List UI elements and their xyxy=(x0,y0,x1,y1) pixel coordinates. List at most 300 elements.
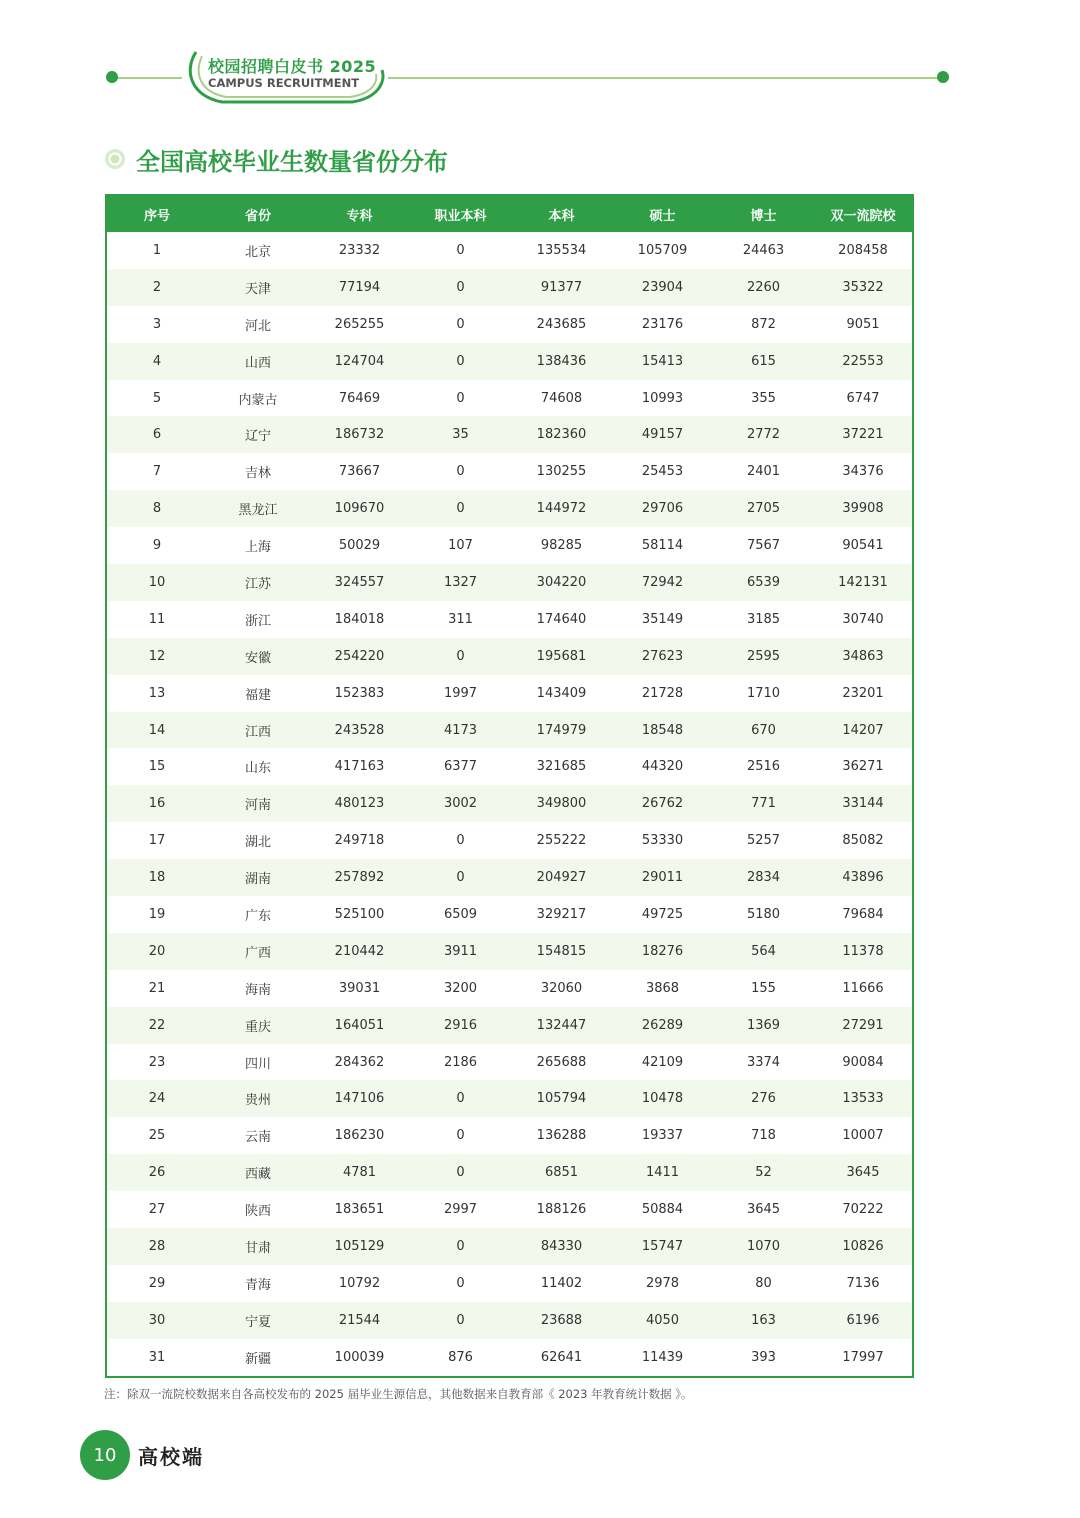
table-cell: 265688 xyxy=(536,1054,587,1070)
col-header-bachelor: 本科 xyxy=(511,196,612,232)
table-cell: 13533 xyxy=(814,1080,912,1117)
table-cell: 29 xyxy=(148,1275,166,1291)
table-row xyxy=(107,1117,912,1154)
table-cell: 184018 xyxy=(334,611,385,627)
table-cell: 11666 xyxy=(842,980,884,996)
table-cell: 62641 xyxy=(540,1349,583,1365)
table-cell: 2705 xyxy=(713,490,814,527)
footnote: 注：除双一流院校数据来自各高校发布的 2025 届毕业生源信息，其他数据来自教育部《 2023 年教育统计数据 》。 xyxy=(104,1387,693,1401)
table-cell: 19337 xyxy=(641,1128,684,1144)
table-cell: 重庆 xyxy=(207,1007,309,1044)
section-title-text: 全国高校毕业生数量省份分布 xyxy=(136,147,448,176)
table-cell: 7136 xyxy=(846,1275,880,1291)
table-cell: 24 xyxy=(107,1080,207,1117)
table-cell: 11402 xyxy=(540,1275,583,1291)
table-cell: 52 xyxy=(713,1154,814,1191)
table-cell: 91377 xyxy=(511,269,612,306)
table-cell: 1369 xyxy=(713,1007,814,1044)
table-cell: 3002 xyxy=(410,785,511,822)
table-cell: 福建 xyxy=(244,687,271,703)
table-cell: 105129 xyxy=(309,1228,410,1265)
table-cell: 云南 xyxy=(244,1130,271,1146)
table-cell: 0 xyxy=(456,833,465,849)
table-cell: 28 xyxy=(107,1228,207,1265)
table-cell: 河北 xyxy=(244,318,271,334)
table-cell: 525100 xyxy=(334,906,385,922)
table-cell: 18548 xyxy=(612,712,713,749)
table-row xyxy=(107,970,912,1007)
table-cell: 58114 xyxy=(641,538,684,554)
table-cell: 186732 xyxy=(309,416,410,453)
table-cell: 5180 xyxy=(746,906,781,922)
table-cell: 17 xyxy=(148,833,166,849)
table-cell: 44320 xyxy=(641,759,684,775)
table-cell: 39908 xyxy=(814,490,912,527)
col-header-vocational-bachelor: 职业本科 xyxy=(410,196,511,232)
table-cell: 29011 xyxy=(612,859,713,896)
table-cell: 6 xyxy=(107,416,207,453)
table-cell: 23201 xyxy=(842,685,884,701)
table-cell: 417163 xyxy=(334,759,385,775)
table-cell: 771 xyxy=(713,785,814,822)
table-cell: 163 xyxy=(713,1302,814,1339)
table-cell: 6747 xyxy=(846,390,880,406)
table-cell: 6377 xyxy=(443,759,478,775)
table-cell: 77194 xyxy=(309,269,410,306)
table-cell: 浙江 xyxy=(244,613,271,629)
table-cell: 18276 xyxy=(612,933,713,970)
table-cell: 26289 xyxy=(612,1007,713,1044)
table-cell: 北京 xyxy=(244,244,271,260)
table-row xyxy=(107,1080,912,1117)
table-cell: 2772 xyxy=(713,416,814,453)
table-cell: 23176 xyxy=(641,316,684,332)
table-cell: 9051 xyxy=(846,316,880,332)
table-cell: 33144 xyxy=(814,785,912,822)
table-cell: 0 xyxy=(456,242,465,258)
table-cell: 26762 xyxy=(612,785,713,822)
table-cell: 0 xyxy=(456,390,465,406)
table-row xyxy=(107,675,912,712)
page-number: 10 xyxy=(80,1430,130,1480)
table-cell: 吉林 xyxy=(244,466,271,482)
table-header-row xyxy=(107,196,912,232)
table-cell: 25 xyxy=(148,1128,166,1144)
table-cell: 19 xyxy=(148,906,166,922)
table-row xyxy=(107,380,912,417)
table-cell: 136288 xyxy=(536,1128,587,1144)
table-cell: 15747 xyxy=(612,1228,713,1265)
table-cell: 210442 xyxy=(309,933,410,970)
table-cell: 27 xyxy=(148,1202,166,1218)
table-cell: 132447 xyxy=(511,1007,612,1044)
table-cell: 1710 xyxy=(746,685,781,701)
table-cell: 43896 xyxy=(814,859,912,896)
table-cell: 14207 xyxy=(814,712,912,749)
table-cell: 154815 xyxy=(511,933,612,970)
table-row xyxy=(107,748,912,785)
circle-bullet-icon xyxy=(104,148,126,170)
table-cell: 144972 xyxy=(511,490,612,527)
table-cell: 124704 xyxy=(309,343,410,380)
table-cell: 14 xyxy=(107,712,207,749)
table-cell: 0 xyxy=(410,269,511,306)
table-row xyxy=(107,601,912,638)
table-cell: 西藏 xyxy=(207,1154,309,1191)
table-cell: 6196 xyxy=(814,1302,912,1339)
table-cell: 85082 xyxy=(842,833,884,849)
table-row xyxy=(107,933,912,970)
table-cell: 39031 xyxy=(338,980,381,996)
table-cell: 16 xyxy=(107,785,207,822)
table-cell: 49157 xyxy=(612,416,713,453)
table-cell: 10993 xyxy=(641,390,684,406)
table-cell: 24463 xyxy=(742,242,785,258)
table-row xyxy=(107,564,912,601)
table-cell: 2186 xyxy=(443,1054,478,1070)
table-cell: 0 xyxy=(410,1080,511,1117)
table-cell: 山西 xyxy=(207,343,309,380)
table-cell: 江苏 xyxy=(207,564,309,601)
table-cell: 11378 xyxy=(814,933,912,970)
table-cell: 4781 xyxy=(309,1154,410,1191)
table-cell: 2401 xyxy=(746,464,781,480)
table-cell: 3185 xyxy=(746,611,781,627)
table-cell: 183651 xyxy=(334,1202,385,1218)
table-cell: 0 xyxy=(410,343,511,380)
table-cell: 0 xyxy=(410,1302,511,1339)
table-cell: 20 xyxy=(107,933,207,970)
table-cell: 0 xyxy=(456,1275,465,1291)
table-row xyxy=(107,896,912,933)
table-cell: 22 xyxy=(107,1007,207,1044)
table-cell: 311 xyxy=(448,611,473,627)
table-cell: 2260 xyxy=(713,269,814,306)
table-cell: 49725 xyxy=(641,906,684,922)
table-cell: 670 xyxy=(713,712,814,749)
table-cell: 50884 xyxy=(641,1202,684,1218)
table-row xyxy=(107,712,912,749)
table-cell: 5257 xyxy=(746,833,781,849)
table-cell: 12 xyxy=(107,638,207,675)
table-cell: 27623 xyxy=(612,638,713,675)
table-cell: 31 xyxy=(148,1349,166,1365)
table-cell: 79684 xyxy=(842,906,884,922)
table-cell: 164051 xyxy=(309,1007,410,1044)
table-cell: 10 xyxy=(107,564,207,601)
table-cell: 内蒙古 xyxy=(238,392,278,408)
table-cell: 3868 xyxy=(645,980,680,996)
table-cell: 208458 xyxy=(838,242,888,258)
table-cell: 204927 xyxy=(511,859,612,896)
table-cell: 72942 xyxy=(612,564,713,601)
table-cell: 1997 xyxy=(443,685,478,701)
table-cell: 147106 xyxy=(309,1080,410,1117)
page-section-label: 高校端 xyxy=(138,1445,204,1469)
table-cell: 6851 xyxy=(511,1154,612,1191)
table-row xyxy=(107,269,912,306)
table-cell: 90541 xyxy=(842,538,884,554)
table-cell: 湖南 xyxy=(207,859,309,896)
table-cell: 90084 xyxy=(842,1054,884,1070)
table-cell: 11439 xyxy=(641,1349,684,1365)
table-cell: 广东 xyxy=(244,908,271,924)
table-cell: 上海 xyxy=(244,540,271,556)
table-cell: 11 xyxy=(148,611,166,627)
table-cell: 1411 xyxy=(612,1154,713,1191)
table-row xyxy=(107,1191,912,1228)
table-cell: 0 xyxy=(410,1228,511,1265)
table-row xyxy=(107,638,912,675)
table-cell: 新疆 xyxy=(244,1351,271,1367)
table-cell: 329217 xyxy=(536,906,587,922)
table-cell: 0 xyxy=(410,638,511,675)
table-row xyxy=(107,490,912,527)
table-cell: 186230 xyxy=(334,1128,385,1144)
table-cell: 73667 xyxy=(338,464,381,480)
table-cell: 255222 xyxy=(536,833,587,849)
table-cell: 4050 xyxy=(612,1302,713,1339)
table-cell: 355 xyxy=(751,390,776,406)
table-cell: 155 xyxy=(751,980,776,996)
table-cell: 辽宁 xyxy=(207,416,309,453)
table-cell: 23332 xyxy=(338,242,381,258)
table-cell: 182360 xyxy=(511,416,612,453)
table-cell: 7567 xyxy=(746,538,781,554)
table-cell: 21544 xyxy=(309,1302,410,1339)
table-row xyxy=(107,822,912,859)
table-cell: 143409 xyxy=(536,685,587,701)
col-header-double-first-class: 双一流院校 xyxy=(814,196,912,232)
table-row xyxy=(107,453,912,490)
table-cell: 0 xyxy=(410,1154,511,1191)
table-cell: 21 xyxy=(148,980,166,996)
table-cell: 100039 xyxy=(334,1349,385,1365)
table-cell: 174640 xyxy=(536,611,587,627)
header-dot-right xyxy=(937,71,949,83)
col-header-junior-college: 专科 xyxy=(309,196,410,232)
table-cell: 34863 xyxy=(814,638,912,675)
table-cell: 324557 xyxy=(309,564,410,601)
table-cell: 3645 xyxy=(814,1154,912,1191)
table-cell: 107 xyxy=(448,538,473,554)
table-cell: 0 xyxy=(410,859,511,896)
table-cell: 23 xyxy=(148,1054,166,1070)
header-title-en: CAMPUS RECRUITMENT xyxy=(208,76,360,90)
table-cell: 黑龙江 xyxy=(207,490,309,527)
table-cell: 84330 xyxy=(511,1228,612,1265)
table-cell: 254220 xyxy=(309,638,410,675)
table-row xyxy=(107,1154,912,1191)
col-header-index: 序号 xyxy=(107,196,207,232)
table-cell: 35322 xyxy=(814,269,912,306)
table-cell: 4 xyxy=(107,343,207,380)
table-cell: 陕西 xyxy=(244,1204,271,1220)
table-cell: 321685 xyxy=(536,759,587,775)
table-cell: 109670 xyxy=(309,490,410,527)
table-cell: 3200 xyxy=(443,980,478,996)
table-row xyxy=(107,527,912,564)
table-cell: 10792 xyxy=(338,1275,381,1291)
table-cell: 甘肃 xyxy=(207,1228,309,1265)
table-cell: 32060 xyxy=(540,980,583,996)
table-cell: 25453 xyxy=(641,464,684,480)
table-cell: 284362 xyxy=(334,1054,385,1070)
table-cell: 26 xyxy=(107,1154,207,1191)
table-cell: 1 xyxy=(152,242,162,258)
table-row xyxy=(107,1339,912,1376)
table-cell: 105794 xyxy=(511,1080,612,1117)
table-cell: 76469 xyxy=(338,390,381,406)
table-cell: 0 xyxy=(456,316,465,332)
table-cell: 3645 xyxy=(746,1202,781,1218)
table-cell: 70222 xyxy=(842,1202,884,1218)
table-cell: 10826 xyxy=(814,1228,912,1265)
table-cell: 10478 xyxy=(612,1080,713,1117)
table-cell: 1070 xyxy=(713,1228,814,1265)
table-cell: 257892 xyxy=(309,859,410,896)
table-cell: 564 xyxy=(713,933,814,970)
table-cell: 河南 xyxy=(207,785,309,822)
table-cell: 10007 xyxy=(842,1128,884,1144)
table-cell: 15 xyxy=(148,759,166,775)
table-row xyxy=(107,1302,912,1339)
table-cell: 80 xyxy=(755,1275,772,1291)
table-row xyxy=(107,1265,912,1302)
table-cell: 29706 xyxy=(612,490,713,527)
table-cell: 山东 xyxy=(244,761,271,777)
table-cell: 15413 xyxy=(612,343,713,380)
table-cell: 138436 xyxy=(511,343,612,380)
graduates-table xyxy=(105,194,914,1378)
table-cell: 2595 xyxy=(713,638,814,675)
header-line-right xyxy=(388,77,944,79)
table-row xyxy=(107,859,912,896)
table-cell: 243685 xyxy=(536,316,587,332)
table-cell: 35149 xyxy=(641,611,684,627)
table-cell: 2834 xyxy=(713,859,814,896)
table-cell: 1327 xyxy=(410,564,511,601)
table-cell: 135534 xyxy=(536,242,587,258)
table-cell: 23688 xyxy=(511,1302,612,1339)
table-cell: 江西 xyxy=(207,712,309,749)
table-cell: 湖北 xyxy=(244,835,271,851)
table-cell: 304220 xyxy=(511,564,612,601)
table-cell: 0 xyxy=(410,490,511,527)
table-cell: 142131 xyxy=(814,564,912,601)
table-cell: 174979 xyxy=(511,712,612,749)
table-cell: 243528 xyxy=(309,712,410,749)
table-cell: 188126 xyxy=(536,1202,587,1218)
col-header-master: 硕士 xyxy=(612,196,713,232)
table-cell: 30 xyxy=(107,1302,207,1339)
table-cell: 53330 xyxy=(641,833,684,849)
table-cell: 35 xyxy=(410,416,511,453)
table-cell: 50029 xyxy=(338,538,381,554)
table-cell: 宁夏 xyxy=(207,1302,309,1339)
table-row xyxy=(107,1044,912,1081)
table-cell: 天津 xyxy=(207,269,309,306)
table-cell: 8 xyxy=(107,490,207,527)
table-cell: 3911 xyxy=(410,933,511,970)
table-cell: 74608 xyxy=(540,390,583,406)
table-cell: 4173 xyxy=(410,712,511,749)
table-cell: 195681 xyxy=(511,638,612,675)
table-cell: 27291 xyxy=(814,1007,912,1044)
table-cell: 37221 xyxy=(814,416,912,453)
table-cell: 3 xyxy=(152,316,162,332)
table-cell: 四川 xyxy=(244,1056,271,1072)
table-cell: 872 xyxy=(751,316,776,332)
table-row xyxy=(107,306,912,343)
table-row xyxy=(107,343,912,380)
table-cell: 广西 xyxy=(207,933,309,970)
table-cell: 3374 xyxy=(746,1054,781,1070)
table-cell: 349800 xyxy=(511,785,612,822)
table-cell: 2978 xyxy=(645,1275,680,1291)
table-row xyxy=(107,416,912,453)
table-cell: 0 xyxy=(456,1128,465,1144)
table-cell: 130255 xyxy=(536,464,587,480)
table-row xyxy=(107,1007,912,1044)
table-cell: 2516 xyxy=(746,759,781,775)
table-cell: 265255 xyxy=(334,316,385,332)
table-cell: 海南 xyxy=(244,982,271,998)
table-cell: 9 xyxy=(152,538,162,554)
table-cell: 393 xyxy=(751,1349,776,1365)
table-cell: 36271 xyxy=(842,759,884,775)
table-cell: 42109 xyxy=(641,1054,684,1070)
table-cell: 安徽 xyxy=(207,638,309,675)
table-cell: 98285 xyxy=(540,538,583,554)
header-dot-left xyxy=(106,71,118,83)
table-cell: 480123 xyxy=(309,785,410,822)
table-cell: 34376 xyxy=(842,464,884,480)
col-header-province: 省份 xyxy=(207,196,309,232)
header-title-cn: 校园招聘白皮书 2025 xyxy=(208,57,377,76)
table-row xyxy=(107,1228,912,1265)
table-cell: 23904 xyxy=(612,269,713,306)
table-cell: 0 xyxy=(456,464,465,480)
table-cell: 152383 xyxy=(334,685,385,701)
table-cell: 22553 xyxy=(814,343,912,380)
table-cell: 718 xyxy=(751,1128,776,1144)
table-cell: 876 xyxy=(448,1349,473,1365)
table-cell: 249718 xyxy=(334,833,385,849)
header-line-left xyxy=(112,77,182,79)
table-row xyxy=(107,785,912,822)
table-cell: 30740 xyxy=(842,611,884,627)
col-header-doctor: 博士 xyxy=(713,196,814,232)
table-cell: 21728 xyxy=(641,685,684,701)
table-row xyxy=(107,232,912,269)
table-cell: 18 xyxy=(107,859,207,896)
table-cell: 6539 xyxy=(713,564,814,601)
table-cell: 276 xyxy=(713,1080,814,1117)
table-cell: 13 xyxy=(148,685,166,701)
table-cell: 17997 xyxy=(842,1349,884,1365)
header-badge xyxy=(182,46,387,106)
table-cell: 2997 xyxy=(443,1202,478,1218)
table-cell: 5 xyxy=(152,390,162,406)
table-cell: 615 xyxy=(713,343,814,380)
table-cell: 7 xyxy=(152,464,162,480)
section-title xyxy=(104,142,448,176)
table-cell: 105709 xyxy=(637,242,688,258)
table-cell: 2 xyxy=(107,269,207,306)
table-cell: 2916 xyxy=(410,1007,511,1044)
table-cell: 青海 xyxy=(244,1277,271,1293)
